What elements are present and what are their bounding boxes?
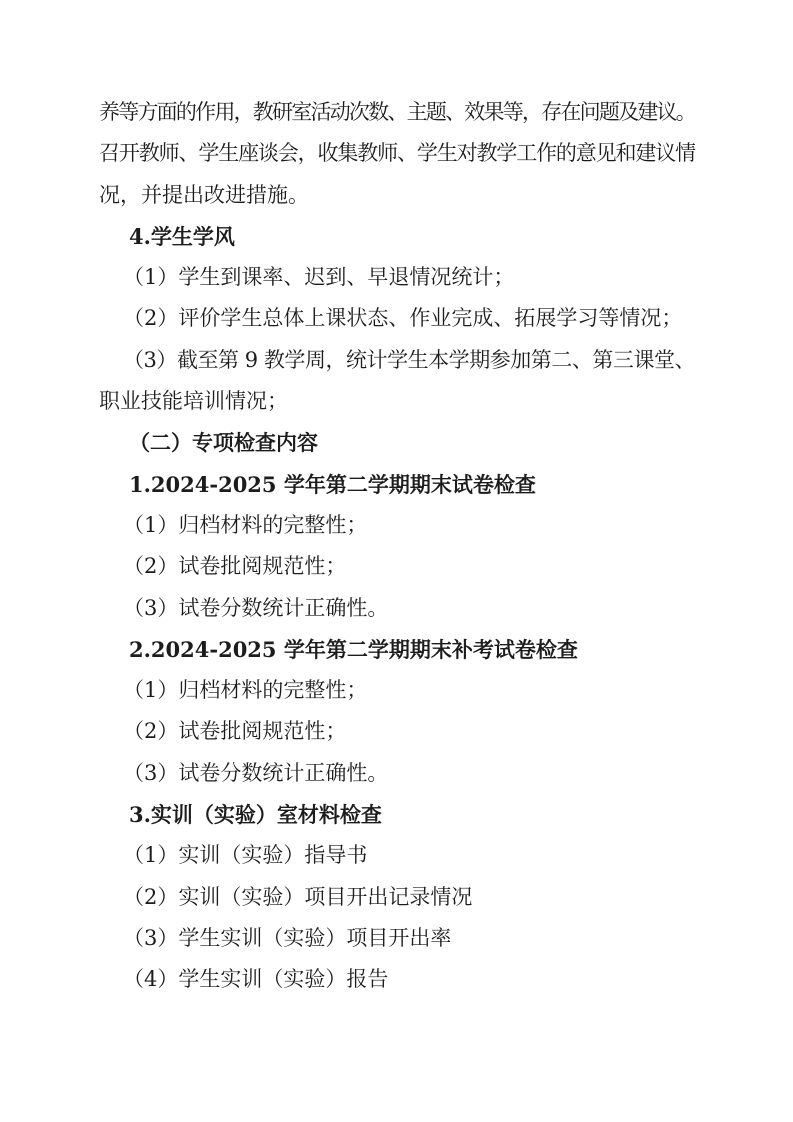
text-line: （3）试卷分数统计正确性。 <box>123 760 389 785</box>
text-line: （2）试卷批阅规范性； <box>123 554 347 579</box>
text-line: （3）学生实训（实验）项目开出率 <box>123 925 452 950</box>
text-line: 职业技能培训情况； <box>99 389 288 414</box>
heading-line: 4.学生学风 <box>129 223 235 249</box>
text-line: （1）实训（实验）指导书 <box>123 843 368 868</box>
heading-line: 1.2024-2025 学年第二学期期末试卷检查 <box>129 471 536 497</box>
text-line: （4）学生实训（实验）报告 <box>123 967 389 992</box>
text-line: （1）归档材料的完整性； <box>123 678 368 703</box>
document-body <box>99 92 695 1001</box>
text-line: （2）实训（实验）项目开出记录情况 <box>123 884 473 909</box>
text-line: （3）试卷分数统计正确性。 <box>123 595 389 620</box>
text-line: （2）试卷批阅规范性； <box>123 719 347 744</box>
text-line: 养等方面的作用，教研室活动次数、主题、效果等，存在问题及建议。 <box>99 100 695 124</box>
text-line: （2）评价学生总体上课状态、作业完成、拓展学习等情况； <box>123 306 683 331</box>
heading-line: （二）专项检查内容 <box>129 430 318 456</box>
text-line: （1）学生到课率、迟到、早退情况统计； <box>123 265 515 290</box>
text-line: （1）归档材料的完整性； <box>123 512 368 537</box>
heading-line: 2.2024-2025 学年第二学期期末补考试卷检查 <box>129 636 578 662</box>
text-line: 召开教师、学生座谈会，收集教师、学生对教学工作的意见和建议情 <box>99 141 695 166</box>
text-line: 况，并提出改进措施。 <box>99 182 309 207</box>
heading-line: 3.实训（实验）室材料检查 <box>129 802 382 828</box>
text-line: （3）截至第 9 教学周，统计学生本学期参加第二、第三课堂、 <box>123 347 696 372</box>
